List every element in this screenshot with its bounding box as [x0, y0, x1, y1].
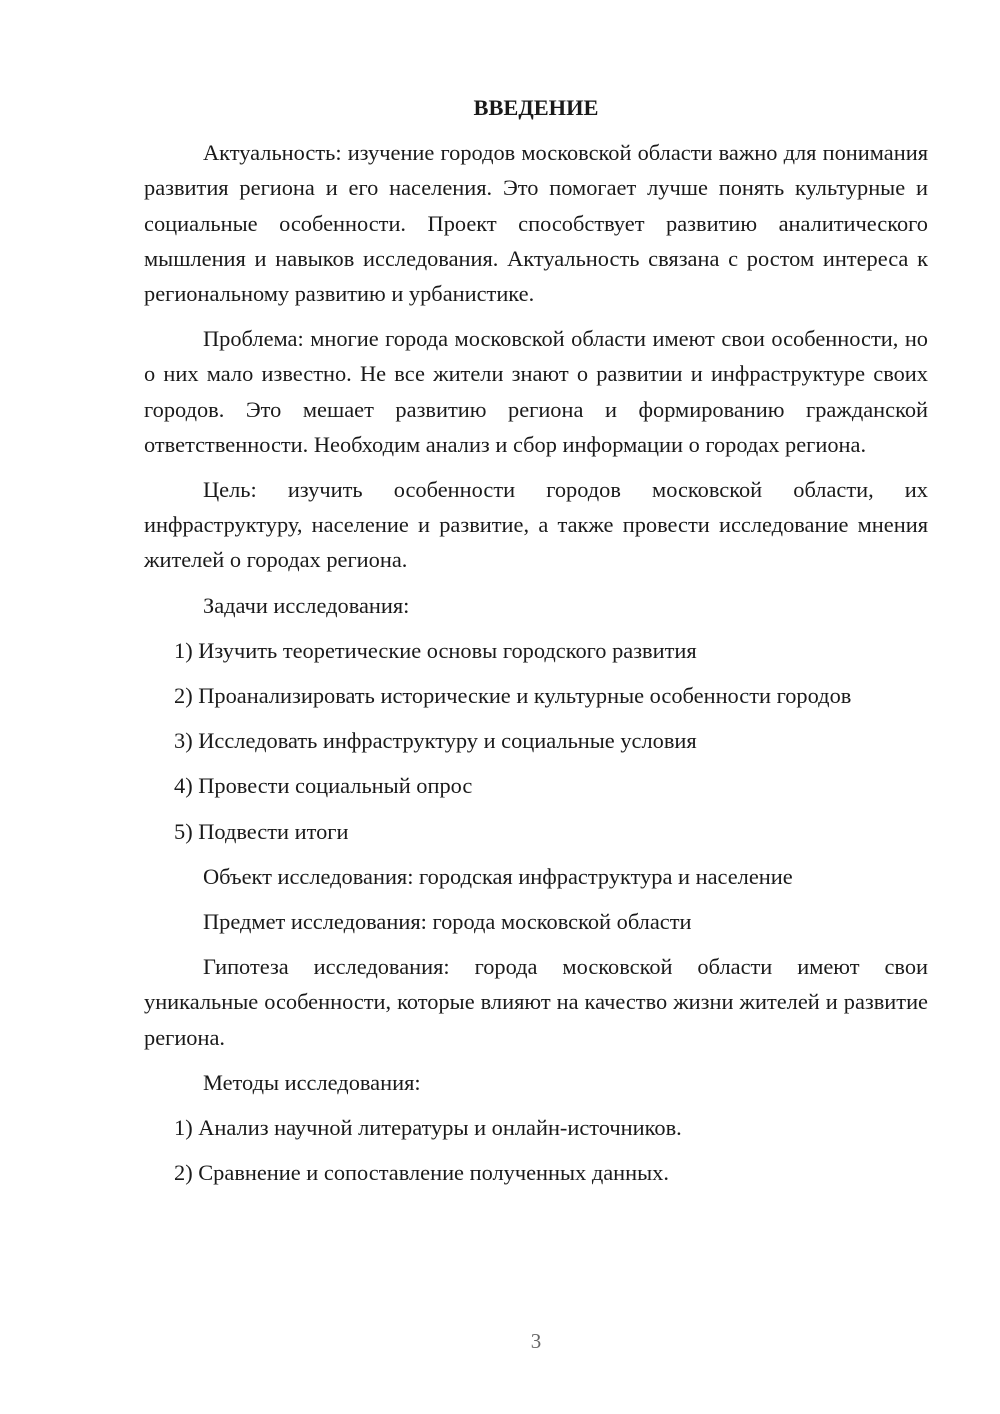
- page-number: 3: [530, 1329, 542, 1353]
- document-page: [144, 90, 928, 1200]
- method-item: 2) Сравнение и сопоставление полученных данных.: [174, 1160, 669, 1186]
- task-item: 1) Изучить теоретические основы городского развития: [174, 637, 697, 663]
- task-item: 3) Исследовать инфраструктуру и социальные условия: [174, 728, 697, 754]
- task-item: 2) Проанализировать исторические и культурные особенности городов: [174, 683, 852, 709]
- research-subject: Предмет исследования: города московской области: [203, 909, 692, 935]
- method-item: 1) Анализ научной литературы и онлайн-источников.: [174, 1115, 682, 1141]
- task-item: 4) Провести социальный опрос: [174, 773, 473, 799]
- task-item: 5) Подвести итоги: [174, 818, 349, 844]
- goal-paragraph: Цель: изучить особенности городов московской области, их инфраструктуру, население и развитие, а также провести исследование мнения жителей о городах региона.: [144, 477, 928, 573]
- page-title: ВВЕДЕНИЕ: [473, 95, 599, 120]
- relevance-paragraph: Актуальность: изучение городов московской области важно для понимания развития региона и его населения. Это помогает лучше понять культурные и социальные особенности. Проект способствует развитию аналитического мышления и навыков исследования. Актуальность связана с ростом интереса к региональному развитию и урбанистике.: [144, 140, 928, 307]
- hypothesis-paragraph: Гипотеза исследования: города московской области имеют свои уникальные особенности, которые влияют на качество жизни жителей и развитие региона.: [144, 954, 928, 1050]
- methods-heading: Методы исследования:: [203, 1069, 421, 1095]
- research-object: Объект исследования: городская инфраструктура и население: [203, 863, 793, 889]
- tasks-heading: Задачи исследования:: [203, 592, 410, 618]
- problem-paragraph: Проблема: многие города московской области имеют свои особенности, но о них мало известно. Не все жители знают о развитии и инфраструктуре своих городов. Это мешает развитию региона и формированию гражданской ответственности. Необходим анализ и сбор информации о городах региона.: [144, 326, 928, 457]
